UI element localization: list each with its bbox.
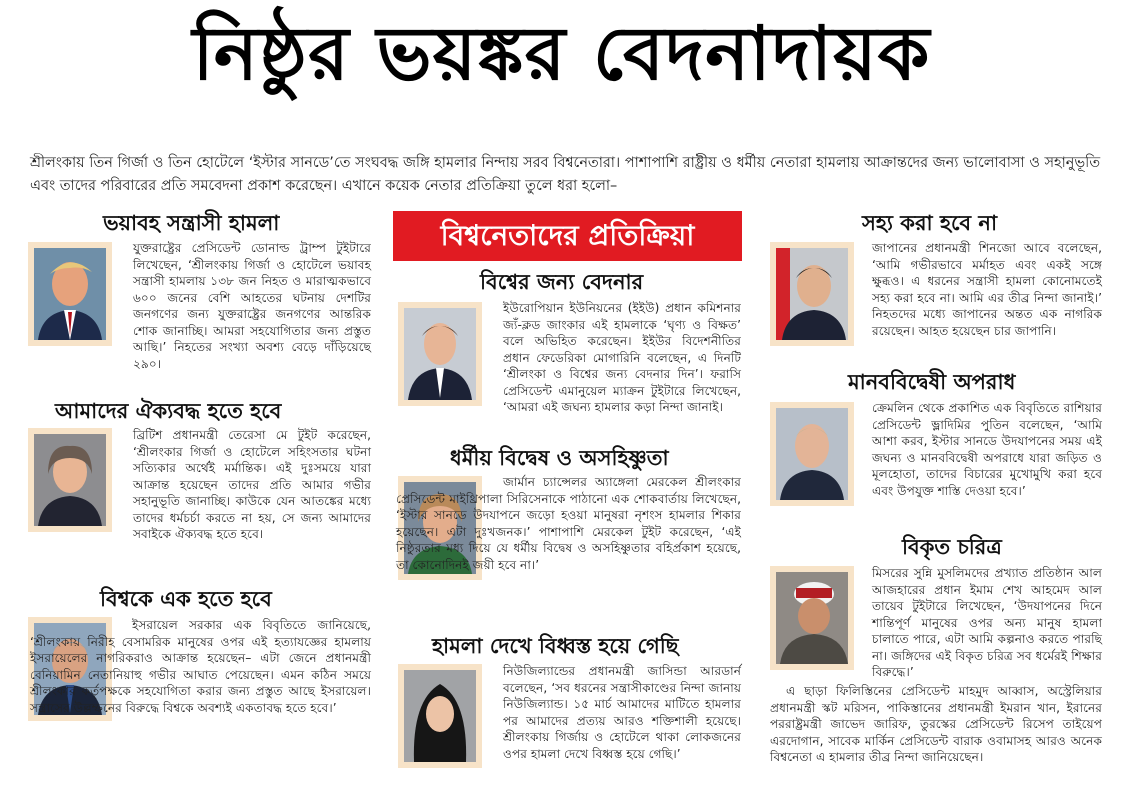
ardern-photo (398, 664, 482, 768)
tayeb-extra-text: এ ছাড়া ফিলিস্তিনের প্রেসিডেন্ট মাহমুদ আব্বাস, অস্ট্রেলিয়ার প্রধানমন্ত্রী স্কট মরিসন, পাকিস্তানের প্রধানমন্ত্রী ইমরান খান, ইরানের পররাষ্ট্রমন্ত্রী জাভেদ জারিফ, তুরস্কের প্রেসিডেন্ট রিসেপ তাইয়েপ এরদোগান, সাবেক মার্কিন প্রেসিডেন্ট বারাক ওবামাসহ আরও অনেক বিশ্বনেতা এ হামলার তীব্র নিন্দা জানিয়েছেন। (770, 684, 1102, 764)
may-photo (28, 428, 112, 532)
trump-section-title: ভয়াবহ সন্ত্রাসী হামলা (103, 211, 280, 235)
netanyahu-section-title: বিশ্বকে এক হতে হবে (100, 587, 272, 611)
tayeb-section-title: বিকৃত চরিত্র (902, 535, 1002, 559)
putin-photo (770, 402, 854, 506)
trump-section-text: যুক্তরাষ্ট্রের প্রেসিডেন্ট ডোনাল্ড ট্রাম্প টুইটারে লিখেছেন, ‘শ্রীলংকায় গির্জা ও হোটেলে ভয়াবহ সন্ত্রাসী হামলায় ১৩৮ জন নিহত ও মারাত্মকভাবে ৬০০ জনের বেশি আহতের ঘটনায় দেশটির জনগণের জন্য যুক্তরাষ্ট্রের জনগণের আন্তরিক শোক জানাচ্ছি। আমরা সহযোগিতার জন্য প্রস্তুত আছি।’ নিহতের সংখ্যা অবশ্য বেড়ে দাঁড়িয়েছে ২৯০। (133, 241, 371, 371)
putin-section-title: মানববিদ্বেষী অপরাধ (848, 370, 1016, 394)
netanyahu-section-text: ইসরায়েল সরকার এক বিবৃতিতে জানিয়েছে, ‘শ্রীলংকায় নিরীহ বেসামরিক মানুষের ওপর এই হত্যাযজ্ঞের হামলায় ইসরায়েলের নাগরিকরাও আক্রান্ত হয়েছেন– এটা জেনে প্রধানমন্ত্রী বেনিয়ামিন নেতানিয়াহু গভীর আঘাত পেয়েছেন। এমন কঠিন সময়ে শ্রীলংকার কর্তৃপক্ষকে সহযোগিতা করার জন্য প্রস্তুত আছে ইসরায়েল। সন্ত্রাসের উল্লম্ফনের বিরুদ্ধে বিশ্বকে অবশ্যই একতাবদ্ধ হতে হবে।’ (30, 618, 371, 715)
may-section-text: ব্রিটিশ প্রধানমন্ত্রী তেরেসা মে টুইট করেছেন, ‘শ্রীলংকার গির্জা ও হোটেলে সহিংসতার ঘটনা সত্যিকার অর্থেই মর্মান্তিক। এই দুঃসময়ে যারা আক্রান্ত হয়েছেন তাদের প্রতি আমার গভীর সহানুভূতি জানাচ্ছি। কাউকে যেন আতঙ্কের মধ্যে তাদের ধর্মচর্চা করতে না হয়, সে জন্য আমাদের সবাইকে ঐক্যবদ্ধ হতে হবে। (133, 428, 371, 541)
merkel-section-title: ধর্মীয় বিদ্বেষ ও অসহিষ্ণুতা (450, 446, 669, 470)
abe-section-text: জাপানের প্রধানমন্ত্রী শিনজো আবে বলেছেন, ‘আমি গভীরভাবে মর্মাহত এবং একই সঙ্গে ক্ষুব্ধও। এ ধরনের সন্ত্রাসী হামলা কোনোমতেই সহ্য করা হবে না। আমি এর তীব্র নিন্দা জানাই।’ নিহতদের মধ্যে জাপানের অন্তত এক নাগরিক রয়েছেন। আহত হয়েছেন চার জাপানি। (872, 241, 1102, 338)
ardern-section-text: নিউজিল্যান্ডের প্রধানমন্ত্রী জাসিন্ডা আরডার্ন বলেছেন, ‘সব ধরনের সন্ত্রাসীকাণ্ডের নিন্দা জানায় নিউজিল্যান্ড। ১৫ মার্চ আমাদের মাটিতে হামলার পর আমাদের প্রত্যয় আরও শক্তিশালী হয়েছে। শ্রীলংকায় গির্জায় ও হোটেলে থাকা লোকজনের ওপর হামলা দেখে বিধ্বস্ত হয়ে গেছি।’ (503, 664, 741, 761)
section-banner: বিশ্বনেতাদের প্রতিক্রিয়া (393, 211, 742, 261)
merkel-section-text: জার্মান চ্যান্সেলর অ্যাঙ্গেলা মেরকেল শ্রীলংকার প্রেসিডেন্ট মাইথ্রিপালা সিরিসেনাকে পাঠানো এক শোকবার্তায় লিখেছেন, ‘ইস্টার সানডে উদযাপনে জড়ো হওয়া মানুষরা নৃশংস হামলার শিকার হয়েছেন। এটা দুঃখজনক।’ পাশাপাশি মেরকেল টুইট করেছেন, ‘এই নিষ্ঠুরতার মধ্য দিয়ে যে ধর্মীয় বিদ্বেষ ও অসহিষ্ণুতার বহির্প্রকাশ হয়েছে, তা কোনোদিনই জয়ী হবে না।’ (396, 475, 741, 572)
macron-photo (398, 302, 482, 406)
abe-photo (770, 242, 854, 346)
may-section-title: আমাদের ঐক্যবদ্ধ হতে হবে (55, 399, 282, 423)
putin-section-text: ক্রেমলিন থেকে প্রকাশিত এক বিবৃতিতে রাশিয়ার প্রেসিডেন্ট ভ্লাদিমির পুতিন বলেছেন, ‘আমি আশা করব, ইস্টার সানডে উদযাপনের সময় এই জঘন্য ও মানববিদ্বেষী অপরাধে যারা জড়িত ও মূলহোতা, তাদের বিচারের মুখোমুখি করা হবে এবং উপযুক্ত শাস্তি দেওয়া হবে।’ (872, 401, 1102, 498)
intro-paragraph: শ্রীলংকায় তিন গির্জা ও তিন হোটেলে ‘ইস্টার সানডে’তে সংঘবদ্ধ জঙ্গি হামলার নিন্দায় সরব বিশ্বনেতারা। পাশাপাশি রাষ্ট্রীয় ও ধর্মীয় নেতারা হামলায় আক্রান্তদের জন্য ভালোবাসা ও সহানুভূতি এবং তাদের পরিবারের প্রতি সমবেদনা প্রকাশ করেছেন। এখানে কয়েক নেতার প্রতিক্রিয়া তুলে ধরা হলো– (30, 155, 1100, 194)
page-headline: নিষ্ঠুর ভয়ঙ্কর বেদনাদায়ক (192, 11, 931, 97)
macron-section-title: বিশ্বের জন্য বেদনার (480, 270, 644, 294)
tayeb-section-text: মিসরের সুন্নি মুসলিমদের প্রখ্যাত প্রতিষ্ঠান আল আজহারের প্রধান ইমাম শেখ আহমেদ আল তায়েব টুইটারে লিখেছেন, ‘উদযাপনের দিনে শান্তিপূর্ণ মানুষের ওপর অন্য মানুষ হামলা চালাতে পারে, এটা আমি কল্পনাও করতে পারছি না। জঙ্গিদের এই বিকৃত চরিত্র সব ধর্মেরই শিক্ষার বিরুদ্ধে।’ (872, 566, 1102, 679)
tayeb-photo (770, 566, 854, 670)
macron-section-text: ইউরোপিয়ান ইউনিয়নের (ইইউ) প্রধান কমিশনার জ্যঁ-ক্লড জাংকার এই হামলাকে ‘ঘৃণ্য ও বিক্ষত’ বলে অভিহিত করেছেন। ইইউর বিদেশনীতির প্রধান ফেডেরিকা মোগারিনি বলেছেন, এ দিনটি ‘শ্রীলংকা ও বিশ্বের জন্য বেদনার দিন’। ফরাসি প্রেসিডেন্ট এমানুয়েল ম্যাক্রন টুইটারে লিখেছেন, ‘আমরা এই জঘন্য হামলার কড়া নিন্দা জানাই। (503, 301, 741, 414)
abe-section-title: সহ্য করা হবে না (862, 211, 998, 235)
trump-photo (28, 242, 112, 346)
ardern-section-title: হামলা দেখে বিধ্বস্ত হয়ে গেছি (432, 634, 679, 658)
